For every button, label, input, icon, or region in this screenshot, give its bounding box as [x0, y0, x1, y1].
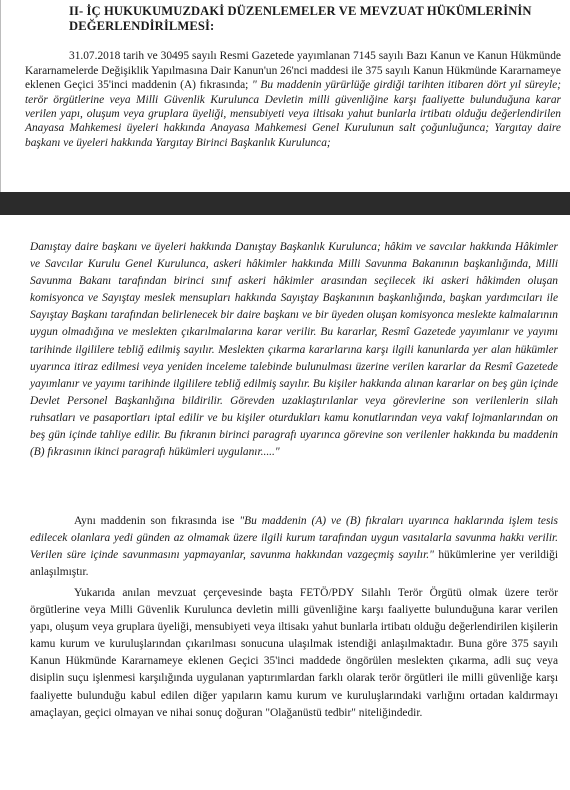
- document-page-upper: [0, 0, 570, 192]
- quote-continuation-paragraph: Danıştay daire başkanı ve üyeleri hakkında Danıştay Başkanlık Kurulunca; hâkim ve savcılar hakkında Hâkimler ve Savcılar Kurulu Genel Kurulunca, askeri hâkimler hakkında Milli Savunma Bakanının başkanlığında, Milli Savunma Bakanı tarafından birinci sınıf askeri hâkimler arasından seçilecek iki askeri hâkimden oluşan komisyonca ve Sayıştay meslek mensupları hakkında Sayıştay Başkanının başkanlığında, başkan yardımcıları ile Sayıştay Başkanı tarafından belirlenecek bir daire başkanı ve bir üyeden oluşan komisyonca meslekte kalmalarının uygun olmadığına ve meslekten çıkarılmalarına karar verilir. Bu kararlar, Resmî Gazetede yayımlanır ve yayımı tarihinde ilgililere tebliğ edilmiş sayılır. Meslekten çıkarma kararlarına karşı ilgili kanunlarda yer alan hükümler uyarınca itiraz edilmesi veya yeniden inceleme talebinde bulunulması üzerine verilen kararlar da Resmî Gazetede yayımlanır ve yayımı tarihinde ilgililere tebliğ edilmiş sayılır. Bu kişiler hakkında alınan kararlar on beş gün içinde Devlet Personel Başkanlığına bildirilir. Görevden uzaklaştırılanlar veya görevlerine son verilenlerin silah ruhsatları ve pasaportları iptal edilir ve bu kişiler oturdukları kamu konutlarından veya vakıf lojmanlarından on beş gün içinde tahliye edilir. Bu fıkranın birinci paragrafı uyarınca görevine son verilenler hakkında bu maddenin (B) fıkrasının ikinci paragrafı hükümleri uygulanır.....": [30, 241, 558, 459]
- evaluation-text: Yukarıda anılan mevzuat çerçevesinde başta FETÖ/PDY Silahlı Terör Örgütü olmak üzere terör örgütlerine veya Milli Güvenlik Kurulunca devletin milli güvenliğine karşı faaliyette bulunduğuna karar verilen yapı, oluşum veya gruplara üyeliği, mensubiyeti veya iltisakı yahut bunlarla irtibatı olduğu değerlendirilen kişilerin kamu kurum ve kuruluşlarından çıkarılması sonucuna ulaşılmak istendiği anlaşılmaktadır. Buna göre 375 sayılı Kanun Hükmünde Kararnameye eklenen Geçici 35'inci maddede öngörülen meslekten çıkarma, adli suç veya disiplin suçu işlenmesi karşılığında uygulanan yaptırımlardan farklı olarak terör örgütleri ile milli güvenliğe karşı faaliyette bulunduğu kabul edilen diğer yapıların kamu kurum ve kuruluşlarındaki varlığını ortadan kaldırmayı amaçlayan, geçici olmayan ve nihai sonuç doğuran "Olağanüstü tedbir" niteliğindedir.: [30, 587, 558, 719]
- section-heading: [69, 4, 559, 34]
- page-separator: [0, 192, 570, 215]
- heading-line-2: DEĞERLENDİRİLMESİ:: [69, 19, 215, 33]
- last-clause-intro: Aynı maddenin son fıkrasında ise: [74, 515, 235, 527]
- intro-text: 31.07.2018 tarih ve 30495 sayılı Resmi Gazetede yayımlanan 7145 sayılı Bazı Kanun ve Kanun Hükmünde Kararnamelerde Değişiklik Yapılmasına Dair Kanun'un 26'nci maddesi ile 375 sayılı Kanun Hükmünde Kararnameye eklenen Geçici 35'inci maddenin (A) fıkrasında;: [25, 50, 561, 92]
- last-clause-tail: hükümlerine yer verildiği anlaşılmıştır.: [30, 549, 558, 579]
- heading-line-1: II- İÇ HUKUKUMUZDAKİ DÜZENLEMELER VE MEVZUAT HÜKÜMLERİNİN: [69, 4, 532, 18]
- last-clause-paragraph: [30, 513, 558, 581]
- last-clause-quote: "Bu maddenin (A) ve (B) fıkraları uyarınca haklarında işlem tesis edilecek olanlara yedi günden az olmamak üzere ilgili kurum tarafından uygun vasıtalarla savunma hakkı verilir. Verilen süre içinde savunmasını yapmayanlar, savunma hakkından vazgeçmiş sayılır.": [30, 515, 558, 562]
- document-page-lower: [0, 215, 570, 790]
- intro-paragraph: [25, 49, 561, 150]
- intro-quote: " Bu maddenin yürürlüğe girdiği tarihten itibaren dört yıl süreyle; terör örgütlerine veya Milli Güvenlik Kurulunca Devletin milli güvenliğine karşı faaliyette bulunduğuna karar verilen yapı, oluşum veya gruplara üyeliği, mensubiyeti veya iltisakı yahut bunlarla irtibatı olduğu değerlendirilen Anayasa Mahkemesi üyeleri hakkında Anayasa Mahkemesi Genel Kurulunun salt çoğunluğunca; Yargıtay daire başkanı ve üyeleri hakkında Yargıtay Birinci Başkanlık Kurulunca;: [25, 79, 561, 149]
- evaluation-paragraph: [30, 585, 558, 722]
